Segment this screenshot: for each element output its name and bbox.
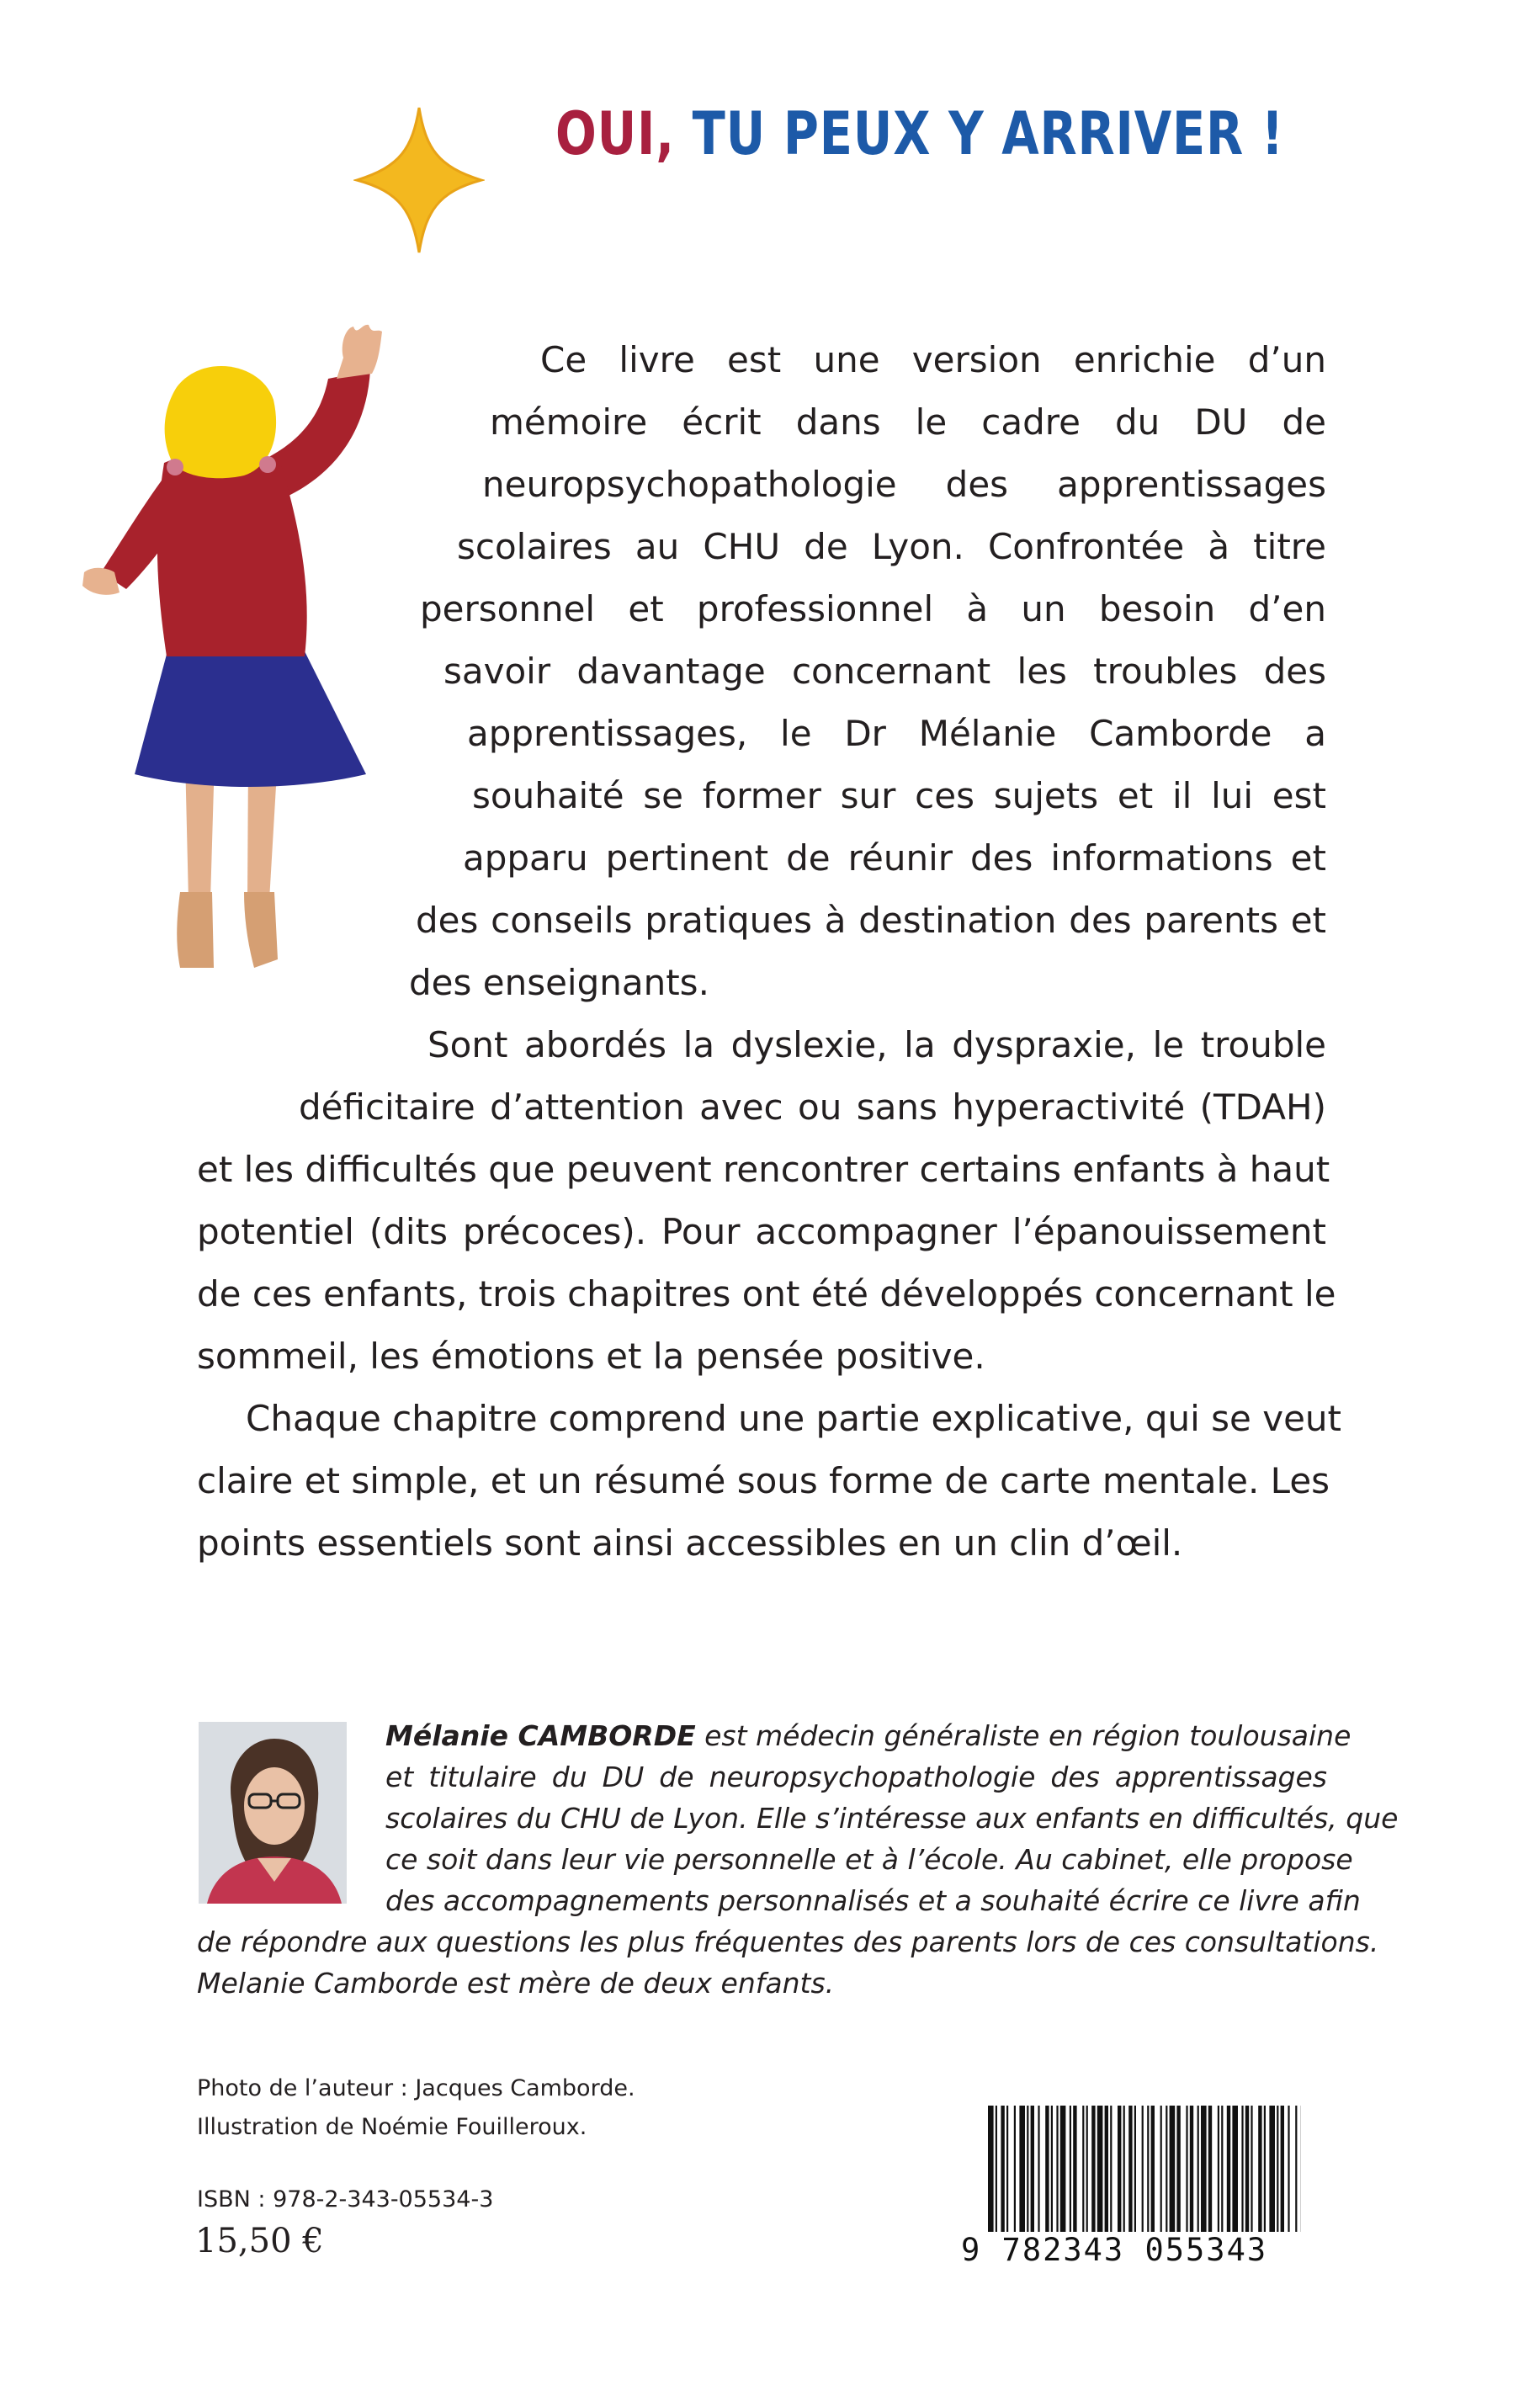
author-photo: [199, 1722, 347, 1904]
body-line: de ces enfants, trois chapitres ont été développés concernant le: [197, 1273, 1336, 1315]
body-line: savoir davantage concernant les troubles des: [443, 651, 1326, 692]
bio-line: des accompagnements personnalisés et a souhaité écrire ce livre afin: [385, 1884, 1361, 1917]
body-line: Chaque chapitre comprend une partie explicative, qui se veut: [246, 1398, 1341, 1439]
barcode-digits: 9 782343 055343: [961, 2232, 1268, 2268]
bio-line: Melanie Camborde est mère de deux enfants.: [197, 1967, 835, 2000]
body-line: potentiel (dits précoces). Pour accompagner l’épanouissement: [197, 1211, 1326, 1252]
body-line: Ce livre est une version enrichie d’un: [540, 339, 1326, 380]
star-illustration: [353, 104, 485, 256]
body-line: points essentiels sont ainsi accessibles en un clin d’œil.: [197, 1522, 1183, 1564]
bio-line: ce soit dans leur vie personnelle et à l’école. Au cabinet, elle propose: [385, 1843, 1353, 1876]
bio-line: Mélanie CAMBORDE est médecin généraliste en région toulousaine: [385, 1719, 1351, 1752]
bio-line: de répondre aux questions les plus fréquentes des parents lors de ces consultations.: [197, 1926, 1379, 1958]
body-line: déficitaire d’attention avec ou sans hyperactivité (TDAH): [299, 1086, 1326, 1128]
cover-title: [555, 99, 1284, 168]
body-line: des enseignants.: [409, 962, 709, 1003]
body-line: souhaité se former sur ces sujets et il lui est: [472, 775, 1326, 816]
body-line: Sont abordés la dyslexie, la dyspraxie, le trouble: [427, 1024, 1326, 1065]
body-line: et les difficultés que peuvent rencontrer certains enfants à haut: [197, 1149, 1330, 1190]
photo-credit: Photo de l’auteur : Jacques Camborde.: [197, 2075, 635, 2101]
body-line: des conseils pratiques à destination des parents et: [416, 900, 1326, 941]
body-line: neuropsychopathologie des apprentissages: [482, 464, 1326, 505]
body-line: apparu pertinent de réunir des informations et: [463, 837, 1326, 879]
body-line: sommeil, les émotions et la pensée positive.: [197, 1336, 985, 1377]
body-line: apprentissages, le Dr Mélanie Camborde a: [467, 713, 1326, 754]
isbn: ISBN : 978-2-343-05534-3: [197, 2186, 494, 2212]
body-line: personnel et professionnel à un besoin d’en: [420, 588, 1326, 629]
illustration-credit: Illustration de Noémie Fouilleroux.: [197, 2114, 587, 2140]
body-line: scolaires au CHU de Lyon. Confrontée à titre: [457, 526, 1326, 567]
bio-line: et titulaire du DU de neuropsychopathologie des apprentissages: [385, 1761, 1327, 1793]
body-line: mémoire écrit dans le cadre du DU de: [490, 401, 1326, 443]
bio-line: scolaires du CHU de Lyon. Elle s’intéresse aux enfants en difficultés, que: [385, 1802, 1399, 1835]
girl-illustration: [76, 320, 396, 976]
title-part-oui: OUI,: [555, 99, 675, 168]
body-line: claire et simple, et un résumé sous forme de carte mentale. Les: [197, 1460, 1330, 1501]
price: 15,50 €: [195, 2222, 324, 2260]
author-name: Mélanie CAMBORDE: [385, 1719, 696, 1752]
title-part-main: TU PEUX Y ARRIVER !: [692, 99, 1284, 168]
